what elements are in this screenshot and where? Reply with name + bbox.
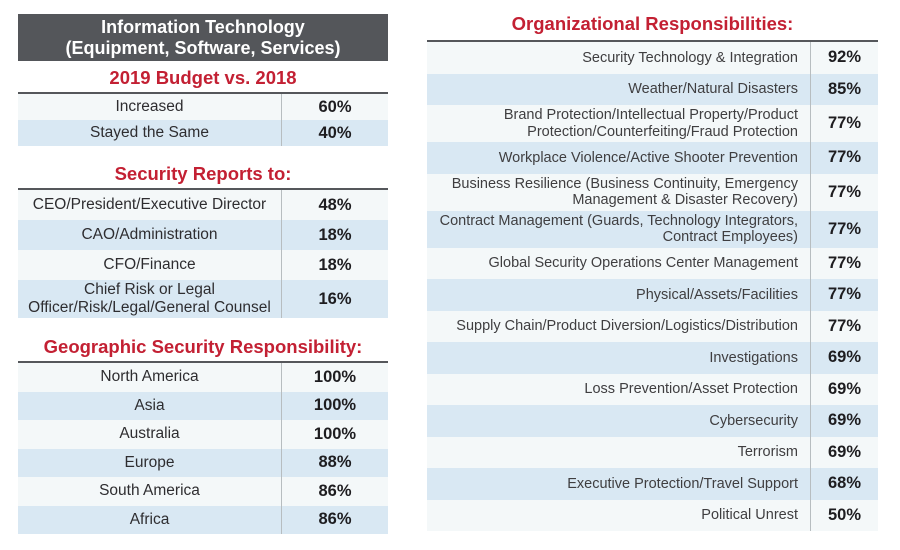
table-row bbox=[18, 190, 388, 220]
reports-table bbox=[18, 188, 388, 318]
row-label: Investigations bbox=[709, 349, 798, 366]
row-label: Executive Protection/Travel Support bbox=[567, 475, 798, 492]
row-label: Contract Management (Guards, Technology Integrators, Contract Employees) bbox=[439, 212, 798, 245]
row-label: Business Resilience (Business Continuity, Emergency Management & Disaster Recovery) bbox=[451, 175, 798, 208]
row-label: CAO/Administration bbox=[81, 226, 218, 243]
row-value: 18% bbox=[281, 250, 388, 280]
row-value: 86% bbox=[281, 506, 388, 535]
row-value: 18% bbox=[281, 220, 388, 250]
it-header-box bbox=[18, 14, 388, 61]
row-value: 100% bbox=[281, 420, 388, 449]
row-value: 60% bbox=[281, 94, 388, 120]
row-label: Supply Chain/Product Diversion/Logistics/Distribution bbox=[456, 318, 798, 334]
row-value: 85% bbox=[810, 74, 878, 106]
table-row bbox=[18, 420, 388, 449]
section-heading-geographic: Geographic Security Responsibility: bbox=[43, 336, 363, 357]
row-value: 40% bbox=[281, 120, 388, 146]
row-value: 69% bbox=[810, 342, 878, 374]
row-label: Workplace Violence/Active Shooter Prevention bbox=[498, 149, 798, 166]
row-value: 69% bbox=[810, 437, 878, 469]
table-row bbox=[18, 250, 388, 280]
row-label: Terrorism bbox=[737, 444, 798, 460]
table-row bbox=[427, 174, 878, 211]
table-row bbox=[427, 342, 878, 374]
section-heading-organizational: Organizational Responsibilities: bbox=[511, 13, 794, 34]
row-label: North America bbox=[100, 368, 199, 386]
geographic-table bbox=[18, 361, 388, 534]
organizational-table bbox=[427, 40, 878, 531]
row-label: Weather/Natural Disasters bbox=[628, 81, 798, 97]
row-value: 77% bbox=[810, 248, 878, 280]
table-row bbox=[427, 311, 878, 343]
table-row bbox=[18, 363, 388, 392]
row-label: Europe bbox=[124, 453, 175, 471]
row-label: Increased bbox=[115, 98, 184, 115]
row-label: Global Security Operations Center Management bbox=[488, 255, 798, 271]
row-value: 69% bbox=[810, 405, 878, 437]
row-value: 77% bbox=[810, 279, 878, 311]
row-value: 77% bbox=[810, 142, 878, 174]
row-value: 48% bbox=[281, 190, 388, 220]
left-column bbox=[18, 14, 388, 534]
table-row bbox=[427, 142, 878, 174]
table-row bbox=[427, 405, 878, 437]
table-row bbox=[18, 392, 388, 421]
table-row bbox=[427, 374, 878, 406]
table-row bbox=[18, 220, 388, 250]
row-value: 86% bbox=[281, 477, 388, 506]
table-row bbox=[427, 211, 878, 248]
row-value: 16% bbox=[281, 280, 388, 318]
it-header-line1: Information Technology bbox=[101, 16, 305, 37]
row-label: Brand Protection/Intellectual Property/Product Protection/Counterfeiting/Fraud Protection bbox=[503, 107, 798, 140]
row-label: Australia bbox=[119, 425, 180, 443]
row-value: 100% bbox=[281, 392, 388, 421]
table-row bbox=[427, 74, 878, 106]
row-value: 77% bbox=[810, 174, 878, 211]
row-value: 69% bbox=[810, 374, 878, 406]
row-label: CEO/President/Executive Director bbox=[32, 196, 267, 213]
row-label: Physical/Assets/Facilities bbox=[636, 286, 798, 303]
row-value: 77% bbox=[810, 211, 878, 248]
table-row bbox=[427, 468, 878, 500]
row-value: 77% bbox=[810, 311, 878, 343]
row-label: Chief Risk or Legal Officer/Risk/Legal/General Counsel bbox=[28, 281, 271, 316]
row-value: 100% bbox=[281, 363, 388, 392]
row-label: Asia bbox=[134, 396, 165, 414]
table-row bbox=[18, 506, 388, 535]
row-label: Loss Prevention/Asset Protection bbox=[584, 381, 798, 397]
table-row bbox=[427, 437, 878, 469]
table-row bbox=[427, 279, 878, 311]
row-value: 92% bbox=[810, 42, 878, 74]
table-row bbox=[427, 248, 878, 280]
row-label: Africa bbox=[129, 510, 170, 528]
table-row bbox=[18, 94, 388, 120]
section-heading-reports: Security Reports to: bbox=[114, 163, 292, 184]
row-value: 50% bbox=[810, 500, 878, 532]
budget-table bbox=[18, 92, 388, 146]
right-column bbox=[427, 12, 878, 531]
table-row bbox=[18, 477, 388, 506]
row-label: CFO/Finance bbox=[103, 256, 196, 273]
table-row bbox=[427, 42, 878, 74]
table-row bbox=[18, 280, 388, 318]
row-label: Security Technology & Integration bbox=[582, 49, 798, 66]
row-value: 68% bbox=[810, 468, 878, 500]
table-row bbox=[18, 449, 388, 478]
row-label: Cybersecurity bbox=[709, 412, 798, 429]
table-row bbox=[18, 120, 388, 146]
table-row bbox=[427, 500, 878, 532]
table-row bbox=[427, 105, 878, 142]
row-label: South America bbox=[99, 482, 200, 500]
row-value: 77% bbox=[810, 105, 878, 142]
it-header-line2: (Equipment, Software, Services) bbox=[65, 37, 341, 58]
row-value: 88% bbox=[281, 449, 388, 478]
row-label: Stayed the Same bbox=[90, 124, 209, 141]
row-label: Political Unrest bbox=[701, 507, 798, 523]
section-heading-budget: 2019 Budget vs. 2018 bbox=[109, 67, 297, 88]
